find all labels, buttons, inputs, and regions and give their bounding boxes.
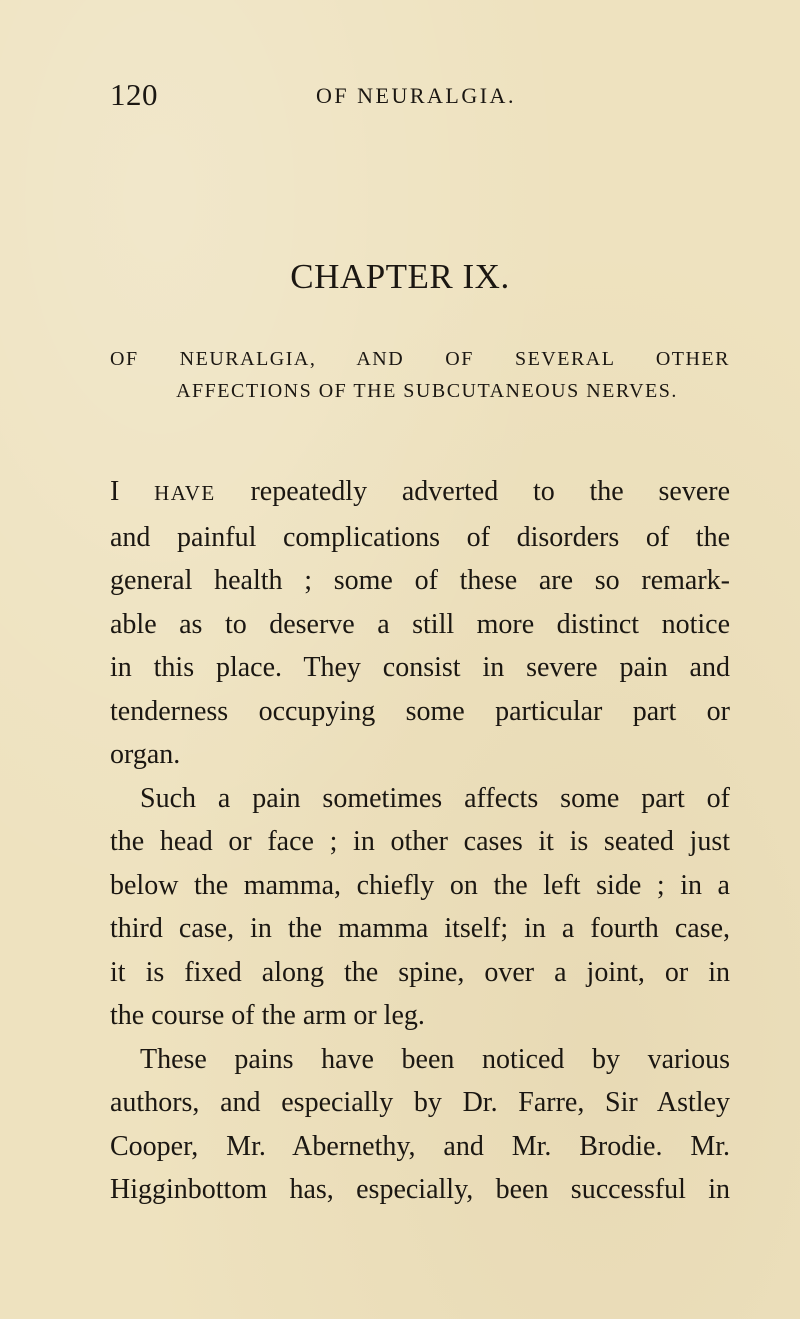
body-line: the course of the arm or leg. <box>110 1000 425 1031</box>
body-line: the head or face ; in other cases it is seated just <box>110 826 730 857</box>
chapter-title: CHAPTER IX. <box>290 257 510 296</box>
body-line: authors, and especially by Dr. Farre, Sir Astley <box>110 1087 730 1118</box>
body-line: general health ; some of these are so remark- <box>110 565 730 596</box>
running-head <box>110 78 730 112</box>
page-number: 120 <box>110 77 158 112</box>
body-line: tenderness occupying some particular part or <box>110 695 730 727</box>
body-line <box>110 470 730 516</box>
body-line: Such a pain sometimes affects some part of <box>140 782 730 814</box>
running-head-title: OF NEURALGIA. <box>316 83 516 108</box>
body-line: and painful complications of disorders of the <box>110 521 730 553</box>
body-line: These pains have been noticed by various <box>140 1043 730 1075</box>
chapter-subtitle-line: AFFECTIONS OF THE SUBCUTANEOUS NERVES. <box>176 380 678 402</box>
opening-line-rest: repeatedly adverted to the severe <box>250 476 730 507</box>
body-line: in this place. They consist in severe pain and <box>110 652 730 683</box>
chapter-subtitle-line: OF NEURALGIA, AND OF SEVERAL OTHER <box>110 348 730 370</box>
body-line: it is fixed along the spine, over a joint, or in <box>110 956 730 988</box>
opening-initial: I <box>110 476 120 507</box>
chapter-subtitle <box>110 343 730 407</box>
opening-small-caps: HAVE <box>154 481 216 505</box>
body-line: third case, in the mamma itself; in a fourth case, <box>110 913 730 944</box>
body-line: Higginbottom has, especially, been successful in <box>110 1174 730 1205</box>
body-line: able as to deserve a still more distinct notice <box>110 608 730 640</box>
body-line: organ. <box>110 739 181 770</box>
body-line: below the mamma, chiefly on the left side ; in a <box>110 869 730 901</box>
body-line: Cooper, Mr. Abernethy, and Mr. Brodie. Mr. <box>110 1130 730 1162</box>
body-text <box>110 470 730 1212</box>
